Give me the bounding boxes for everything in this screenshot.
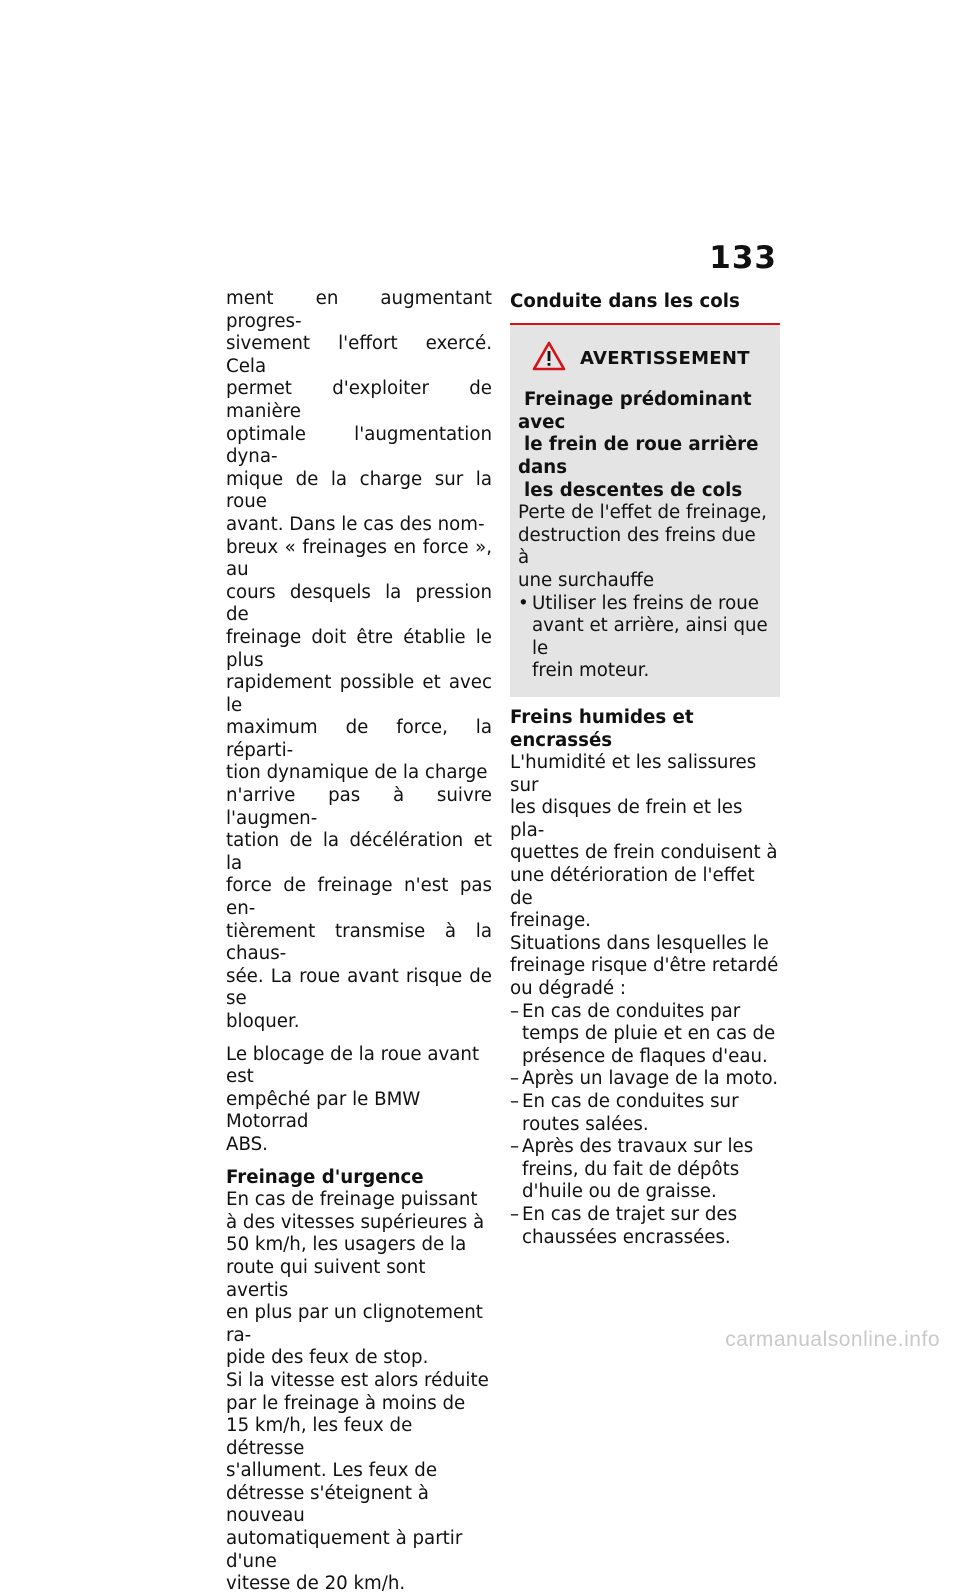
- warning-action-text: [532, 593, 772, 683]
- text-line: vitesse de 20 km/h.: [226, 1573, 406, 1595]
- warning-header: [532, 341, 772, 378]
- text-line: présence de flaques d'eau.: [522, 1045, 768, 1067]
- section-title: Conduite dans les cols: [510, 291, 740, 312]
- text-line: chaussées encrassées.: [522, 1226, 731, 1248]
- list-item: [510, 1091, 780, 1136]
- text-line: maximum de force, la réparti-: [226, 717, 492, 761]
- text-line: L'humidité et les salissures sur: [510, 752, 757, 796]
- list-item: [510, 1136, 780, 1204]
- list-item: [510, 1001, 780, 1069]
- list-item: [510, 1204, 780, 1249]
- text-line: sée. La roue avant risque de se: [226, 965, 492, 1010]
- dash-mark: –: [510, 1091, 520, 1112]
- text-line: en plus par un clignotement ra-: [226, 1302, 483, 1346]
- right-column: [510, 288, 780, 1249]
- text-line: ABS.: [226, 1133, 268, 1155]
- text-line: route qui suivent sont avertis: [226, 1256, 426, 1301]
- text-line: Si la vitesse est alors réduite: [226, 1369, 489, 1391]
- text-line: Après un lavage de la moto.: [522, 1068, 779, 1090]
- text-line: freinage.: [510, 910, 591, 932]
- text-line: empêché par le BMW Motorrad: [226, 1088, 421, 1133]
- warning-label: AVERTISSEMENT: [580, 347, 750, 369]
- text-line: freinage doit être établie le plus: [226, 626, 492, 671]
- dash-mark: –: [510, 1203, 520, 1225]
- text-line: bloquer.: [226, 1011, 300, 1032]
- text-line: automatiquement à partir d'une: [226, 1528, 463, 1572]
- text-line: Situations dans lesquelles le: [510, 932, 769, 954]
- watermark: carmanualsonline.info: [725, 1328, 940, 1351]
- warning-action-item: [518, 593, 772, 683]
- text-line: ou dégradé :: [510, 978, 626, 1000]
- text-line: d'huile ou de graisse.: [522, 1181, 717, 1203]
- text-line: tion dynamique de la charge: [226, 762, 488, 784]
- text-line: détresse s'éteignent à nouveau: [226, 1482, 429, 1527]
- text-line: rapidement possible et avec le: [226, 672, 492, 716]
- text-line: le frein de roue arrière dans: [518, 434, 759, 478]
- text-line: Utiliser les freins de roue: [532, 592, 759, 614]
- text-line: 15 km/h, les feux de détresse: [226, 1415, 413, 1459]
- text-line: mique de la charge sur la roue: [226, 468, 492, 513]
- dash-mark: –: [510, 1000, 520, 1022]
- dash-mark: –: [510, 1068, 520, 1090]
- text-line: Freinage prédominant avec: [518, 389, 752, 433]
- text-line: quettes de frein conduisent à: [510, 842, 778, 864]
- text-line: tièrement transmise à la chaus-: [226, 920, 492, 965]
- warning-triangle-icon: [532, 341, 566, 378]
- text-line: breux « freinages en force », au: [226, 536, 492, 581]
- warning-consequence: [518, 502, 772, 592]
- text-line: cours desquels la pression de: [226, 581, 492, 626]
- text-line: les disques de frein et les pla-: [510, 797, 743, 841]
- text-line: s'allument. Les feux de: [226, 1460, 438, 1482]
- text-line: ment en augmentant progres-: [226, 288, 492, 332]
- wet-brakes-heading: Freins humides et encrassés: [510, 706, 694, 751]
- text-line: tation de la décélération et la: [226, 830, 492, 874]
- text-line: En cas de conduites sur: [522, 1091, 739, 1112]
- text-line: par le freinage à moins de: [226, 1392, 466, 1414]
- text-line: optimale l'augmentation dyna-: [226, 423, 492, 468]
- text-line: frein moteur.: [532, 660, 650, 682]
- text-line: Le blocage de la roue avant est: [226, 1043, 480, 1088]
- text-line: sivement l'effort exercé. Cela: [226, 333, 492, 377]
- text-line: n'arrive pas à suivre l'augmen-: [226, 785, 492, 829]
- warning-box: [510, 325, 780, 697]
- text-line: avant. Dans le cas des nom-: [226, 513, 485, 535]
- text-line: destruction des freins due à: [518, 524, 756, 569]
- text-line: En cas de freinage puissant: [226, 1189, 478, 1211]
- text-line: routes salées.: [522, 1113, 649, 1135]
- text-line: Perte de l'effet de freinage,: [518, 502, 767, 524]
- text-line: permet d'exploiter de manière: [226, 378, 492, 422]
- text-line: pide des feux de stop.: [226, 1347, 429, 1369]
- text-line: les descentes de cols: [524, 479, 743, 501]
- dash-mark: –: [510, 1136, 520, 1158]
- text-line: En cas de conduites par: [522, 1000, 741, 1022]
- text-line: freinage risque d'être retardé: [510, 955, 779, 977]
- text-line: Après des travaux sur les: [522, 1136, 754, 1158]
- text-line: freins, du fait de dépôts: [522, 1158, 740, 1180]
- emergency-heading: Freinage d'urgence: [226, 1166, 424, 1188]
- warning-subtitle: [518, 389, 772, 502]
- page-number: 133: [709, 240, 777, 276]
- wet-brakes-section: [510, 707, 780, 1249]
- text-line: à des vitesses supérieures à: [226, 1211, 485, 1233]
- left-column: [226, 288, 492, 1596]
- abs-paragraph: [226, 1044, 492, 1157]
- text-line: En cas de trajet sur des: [522, 1203, 738, 1225]
- intro-paragraph: [226, 288, 492, 1034]
- text-line: une surchauffe: [518, 569, 655, 591]
- text-line: temps de pluie et en cas de: [522, 1023, 776, 1045]
- text-line: avant et arrière, ainsi que le: [532, 615, 768, 659]
- emergency-braking-section: [226, 1167, 492, 1596]
- text-line: une détérioration de l'effet de: [510, 865, 755, 909]
- bullet-mark: •: [518, 592, 529, 614]
- text-line: force de freinage n'est pas en-: [226, 875, 492, 920]
- text-line: 50 km/h, les usagers de la: [226, 1234, 467, 1256]
- list-item: [510, 1068, 780, 1091]
